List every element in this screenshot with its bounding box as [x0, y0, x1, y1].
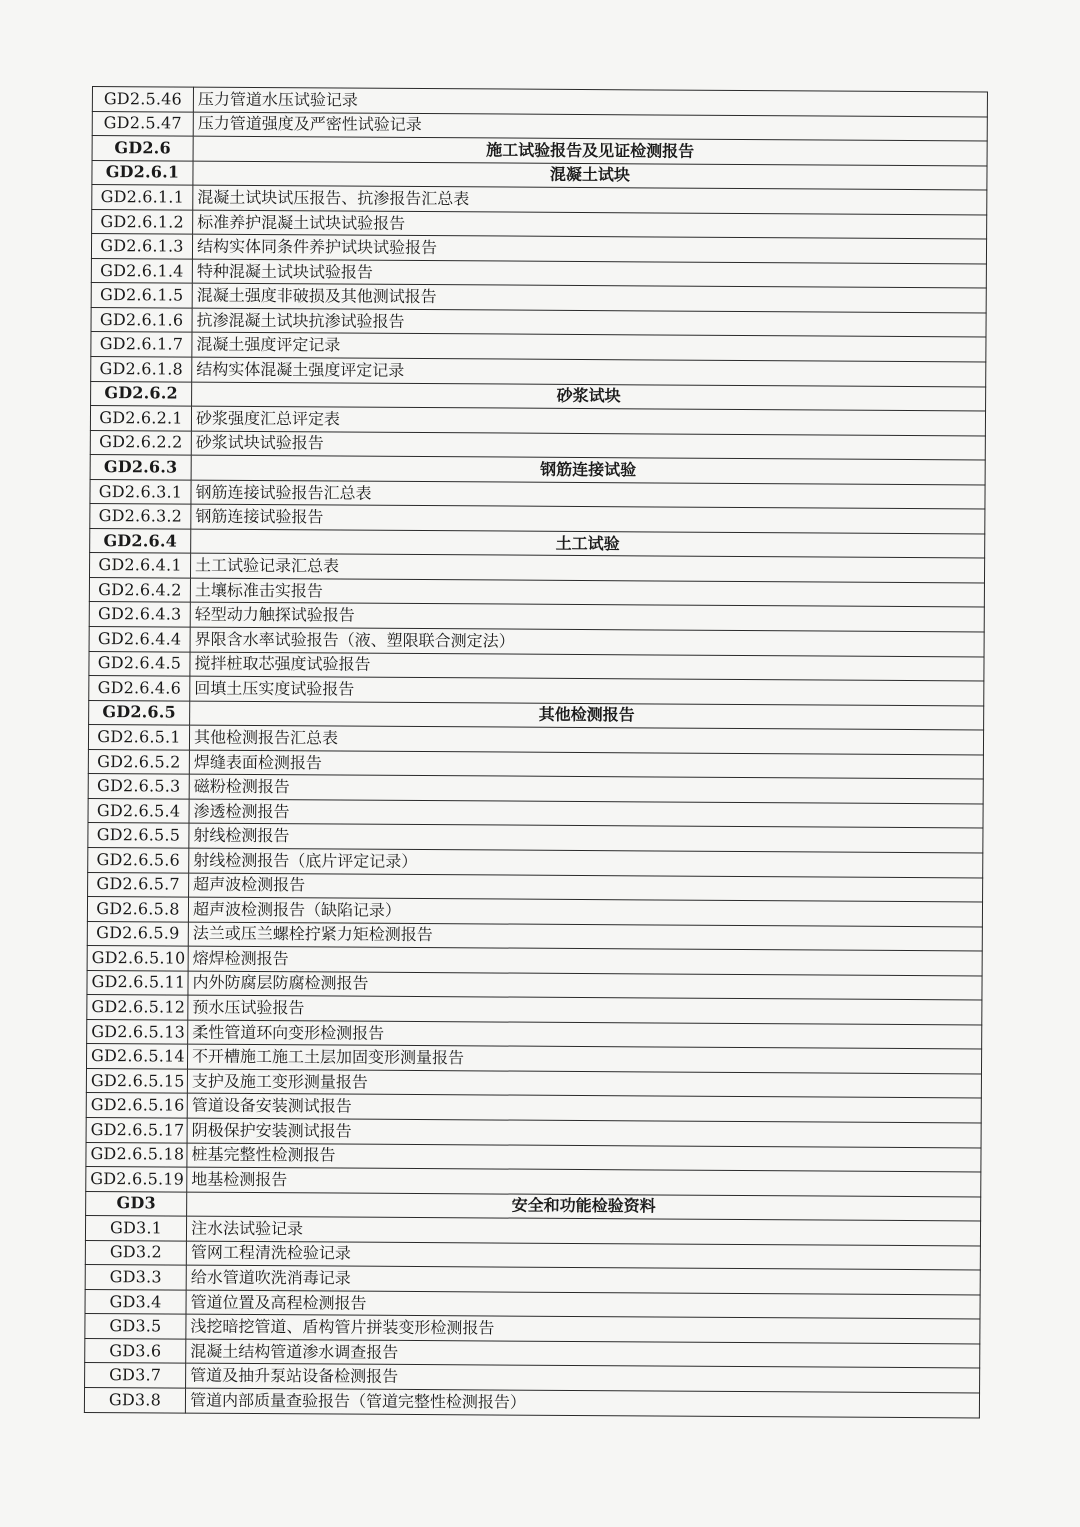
row-code: GD2.6.5.7 [88, 872, 189, 897]
row-description: 压力管道强度及严密性试验记录 [193, 112, 987, 141]
row-description: 内外防腐层防腐检测报告 [188, 971, 982, 1000]
row-code: GD3.3 [85, 1265, 186, 1290]
row-code: GD2.6.5.19 [86, 1167, 187, 1192]
row-description: 渗透检测报告 [189, 799, 983, 828]
row-code: GD2.6.5.10 [87, 946, 188, 971]
section-title: 砂浆试块 [192, 382, 986, 411]
row-description: 压力管道水压试验记录 [193, 87, 987, 116]
row-code: GD2.6.4.5 [89, 651, 190, 676]
row-description: 浅挖暗挖管道、盾构管片拼装变形检测报告 [186, 1314, 980, 1343]
row-code: GD3.8 [84, 1387, 185, 1412]
row-code: GD3 [86, 1191, 187, 1216]
row-code: GD2.6.5.17 [86, 1117, 187, 1142]
row-code: GD3.1 [85, 1216, 186, 1241]
row-code: GD2.6.4.3 [89, 602, 190, 627]
row-code: GD2.6.2 [91, 381, 192, 406]
row-description: 结构实体同条件养护试块试验报告 [192, 234, 986, 263]
row-code: GD2.6.5.6 [88, 847, 189, 872]
row-description: 标准养护混凝土试块试验报告 [193, 210, 987, 239]
row-description: 超声波检测报告（缺陷记录） [188, 897, 982, 926]
row-description: 支护及施工变形测量报告 [187, 1069, 981, 1098]
row-code: GD2.6.4 [90, 528, 191, 553]
row-description: 其他检测报告汇总表 [189, 725, 983, 754]
row-description: 土工试验记录汇总表 [190, 554, 984, 583]
row-description: 混凝土结构管道渗水调查报告 [186, 1339, 980, 1368]
row-code: GD3.2 [85, 1240, 186, 1265]
row-code: GD2.6.5.18 [86, 1142, 187, 1167]
row-code: GD2.5.46 [92, 87, 193, 112]
row-code: GD2.6.3.1 [90, 479, 191, 504]
section-title: 土工试验 [191, 529, 985, 558]
row-code: GD2.6.1 [92, 160, 193, 185]
row-description: 钢筋连接试验报告汇总表 [191, 480, 985, 509]
row-description: 磁粉检测报告 [189, 774, 983, 803]
row-code: GD2.6.5.5 [88, 823, 189, 848]
row-description: 管道及抽升泵站设备检测报告 [186, 1364, 980, 1393]
row-code: GD3.7 [85, 1363, 186, 1388]
table-body [84, 87, 987, 1418]
row-code: GD2.6 [92, 136, 193, 161]
row-code: GD2.6.1.3 [91, 234, 192, 259]
row-code: GD2.6.5.13 [87, 1019, 188, 1044]
row-code: GD3.5 [85, 1314, 186, 1339]
row-code: GD2.6.2.1 [90, 406, 191, 431]
row-description: 管道位置及高程检测报告 [186, 1290, 980, 1319]
row-description: 管道内部质量查验报告（管道完整性检测报告） [185, 1388, 979, 1417]
row-code: GD2.6.5.14 [86, 1044, 187, 1069]
row-description: 混凝土试块试压报告、抗渗报告汇总表 [193, 185, 987, 214]
row-description: 管网工程清洗检验记录 [186, 1241, 980, 1270]
row-description: 注水法试验记录 [186, 1216, 980, 1245]
section-title: 施工试验报告及见证检测报告 [193, 136, 987, 165]
row-code: GD2.6.1.5 [91, 283, 192, 308]
row-description: 砂浆强度汇总评定表 [191, 406, 985, 435]
row-code: GD2.6.4.4 [89, 627, 190, 652]
row-description: 结构实体混凝土强度评定记录 [192, 357, 986, 386]
row-code: GD2.6.4.6 [89, 676, 190, 701]
section-title: 安全和功能检验资料 [187, 1192, 981, 1221]
row-code: GD2.6.1.8 [91, 357, 192, 382]
row-description: 阴极保护安装测试报告 [187, 1118, 981, 1147]
row-code: GD2.6.5.1 [88, 725, 189, 750]
row-description: 特种混凝土试块试验报告 [192, 259, 986, 288]
row-code: GD2.6.1.2 [92, 209, 193, 234]
row-description: 界限含水率试验报告（液、塑限联合测定法） [190, 627, 984, 656]
row-description: 法兰或压兰螺栓拧紧力矩检测报告 [188, 922, 982, 951]
row-description: 混凝土强度非破损及其他测试报告 [192, 283, 986, 312]
row-description: 给水管道吹洗消毒记录 [186, 1265, 980, 1294]
row-description: 搅拌桩取芯强度试验报告 [190, 652, 984, 681]
row-description: 回填土压实度试验报告 [190, 676, 984, 705]
row-description: 熔焊检测报告 [188, 946, 982, 975]
row-description: 抗渗混凝土试块抗渗试验报告 [192, 308, 986, 337]
row-description: 土壤标准击实报告 [190, 578, 984, 607]
row-code: GD2.6.5.4 [88, 798, 189, 823]
row-code: GD2.6.5.16 [86, 1093, 187, 1118]
row-description: 射线检测报告 [189, 824, 983, 853]
row-code: GD2.6.5.2 [88, 749, 189, 774]
row-description: 超声波检测报告 [189, 873, 983, 902]
row-code: GD2.6.2.2 [90, 430, 191, 455]
row-description: 不开槽施工施工土层加固变形测量报告 [187, 1044, 981, 1073]
row-description: 射线检测报告（底片评定记录） [189, 848, 983, 877]
row-description: 混凝土强度评定记录 [192, 333, 986, 362]
section-title: 其他检测报告 [190, 701, 984, 730]
row-code: GD2.6.5.8 [87, 897, 188, 922]
row-description: 管道设备安装测试报告 [187, 1094, 981, 1123]
row-code: GD2.6.3.2 [90, 504, 191, 529]
row-code: GD2.6.1.6 [91, 307, 192, 332]
row-code: GD2.6.5.15 [86, 1068, 187, 1093]
row-code: GD2.6.5.3 [88, 774, 189, 799]
row-code: GD2.6.3 [90, 455, 191, 480]
table-row [84, 1387, 979, 1417]
section-title: 钢筋连接试验 [191, 455, 985, 484]
row-code: GD2.6.5.9 [87, 921, 188, 946]
row-code: GD3.4 [85, 1289, 186, 1314]
row-code: GD2.6.5.11 [87, 970, 188, 995]
row-code: GD2.6.4.1 [89, 553, 190, 578]
row-description: 桩基完整性检测报告 [187, 1143, 981, 1172]
row-description: 柔性管道环向变形检测报告 [188, 1020, 982, 1049]
row-code: GD2.6.5.12 [87, 995, 188, 1020]
section-title: 混凝土试块 [193, 161, 987, 190]
document-index-table [84, 86, 988, 1418]
row-description: 砂浆试块试验报告 [191, 431, 985, 460]
row-description: 钢筋连接试验报告 [191, 504, 985, 533]
row-code: GD2.6.1.1 [92, 185, 193, 210]
row-code: GD2.5.47 [92, 111, 193, 136]
row-description: 预水压试验报告 [188, 995, 982, 1024]
row-code: GD2.6.5 [89, 700, 190, 725]
row-code: GD2.6.1.7 [91, 332, 192, 357]
row-code: GD3.6 [85, 1338, 186, 1363]
row-description: 地基检测报告 [187, 1167, 981, 1196]
row-code: GD2.6.4.2 [89, 577, 190, 602]
row-code: GD2.6.1.4 [91, 258, 192, 283]
row-description: 轻型动力触探试验报告 [190, 603, 984, 632]
row-description: 焊缝表面检测报告 [189, 750, 983, 779]
